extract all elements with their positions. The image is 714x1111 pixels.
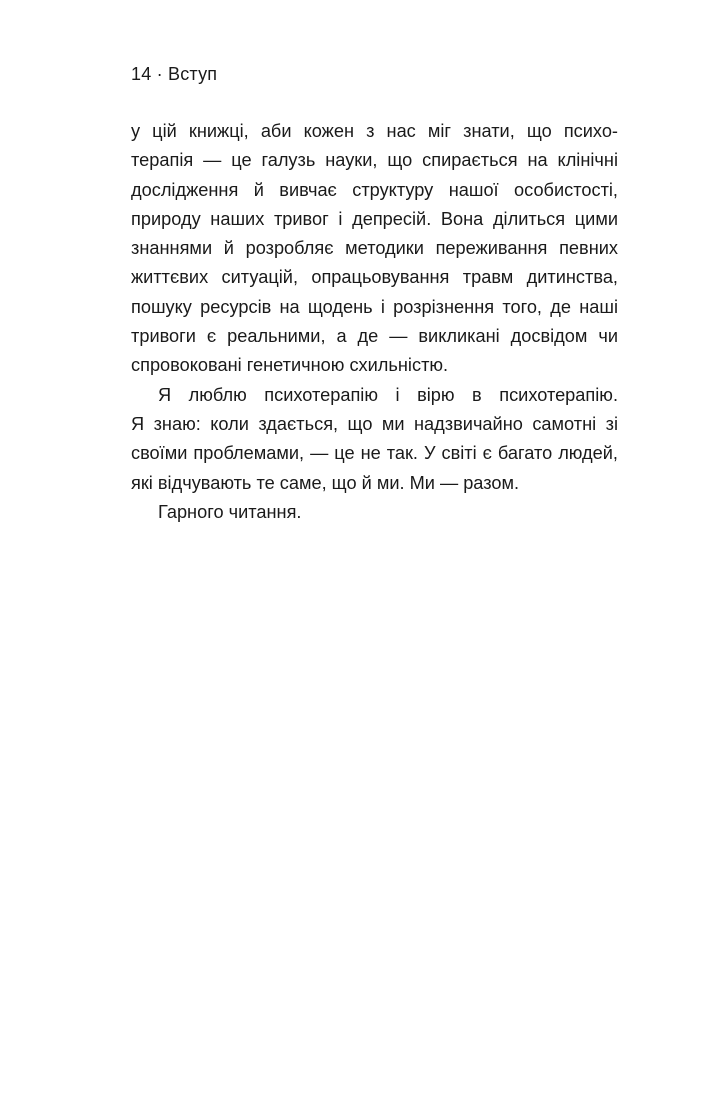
page-number: 14 — [131, 64, 152, 84]
running-head — [131, 64, 217, 85]
text-line: терапія — це галузь науки, що спирається на клінічні — [131, 150, 618, 171]
text-line: дослідження й вивчає структуру нашої особистості, — [131, 179, 618, 200]
text-line: у цій книжці, аби кожен з нас міг знати, що психо- — [131, 121, 618, 141]
running-head-separator: · — [156, 64, 163, 84]
text-line: життєвих ситуацій, опрацьовування травм дитинства, — [131, 267, 618, 288]
text-line: Я люблю психотерапію і вірю в психотерапію. — [158, 384, 618, 405]
text-line: природу наших тривог і депресій. Вона ділиться цими — [131, 208, 618, 229]
text-line: Гарного читання. — [158, 501, 302, 522]
text-line: тривоги є реальними, а де — викликані досвідом чи — [131, 326, 618, 347]
text-line: знаннями й розробляє методики переживання певних — [131, 238, 618, 259]
text-line: Я знаю: коли здається, що ми надзвичайно самотні зі — [131, 413, 618, 434]
text-line: спровоковані генетичною схильністю. — [131, 355, 449, 376]
section-title: Вступ — [168, 64, 218, 84]
text-line: які відчувають те саме, що й ми. Ми — разом. — [131, 472, 520, 493]
paragraph — [131, 498, 618, 527]
body-text — [131, 117, 618, 527]
text-line: своїми проблемами, — це не так. У світі є багато людей, — [131, 443, 618, 464]
text-line: пошуку ресурсів на щодень і розрізнення того, де наші — [131, 296, 618, 317]
paragraph — [131, 117, 618, 381]
paragraph — [131, 381, 618, 498]
